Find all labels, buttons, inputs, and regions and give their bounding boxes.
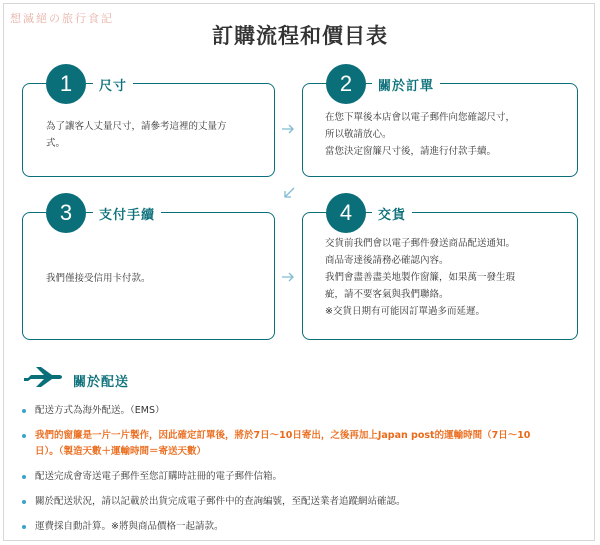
step-body-line: 當您決定窗簾尺寸後，請進行付款手續。 (325, 146, 497, 157)
list-item (22, 403, 582, 419)
step-body-order (325, 109, 515, 160)
step-title-order: 關於訂單 (372, 75, 440, 94)
watermark: 想滅絕の旅行食記 (10, 12, 114, 25)
step-body-line: ※交貨日期有可能因訂單過多而延遲。 (325, 306, 485, 317)
step-title-payment: 支付手續 (93, 204, 161, 223)
bullet-dot (22, 525, 26, 529)
list-item (22, 494, 582, 510)
list-item (22, 469, 582, 485)
step-number-1: 1 (46, 64, 86, 104)
step-body-delivery (325, 235, 515, 320)
note-line: 關於配送狀況，請以記載於出貨完成電子郵件中的查詢編號，至配送業者追蹤網站確認。 (35, 496, 406, 507)
arrow-right-icon (281, 271, 295, 283)
note-line: 配送方式為海外配送。（EMS） (35, 405, 165, 416)
arrow-right-icon (281, 123, 295, 135)
bullet-dot (22, 475, 26, 479)
shipping-section-title: 關於配送 (73, 375, 130, 390)
list-item (22, 519, 582, 535)
page-title: 訂購流程和價目表 (212, 24, 388, 48)
step-number-4: 4 (326, 193, 366, 233)
step-body-line: 在您下單後本店會以電子郵件向您確認尺寸， (325, 112, 516, 123)
note-line: 配送完成會寄送電子郵件至您訂購時註冊的電子郵件信箱。 (35, 471, 283, 482)
step-body-line: 交貨前我們會以電子郵件發送商品配送通知。 (325, 238, 516, 249)
step-body-payment (46, 270, 151, 287)
note-line: 我們的窗簾是一片一片製作，因此確定訂單後，將於7日～10日寄出，之後再加上Japan post的運輸時間（7日～10 (35, 430, 531, 441)
shipping-notes-list (22, 403, 582, 544)
note-line: 運費採自動計算。※將與商品價格一起請款。 (35, 521, 224, 532)
step-body-line: 商品寄達後請務必確認內容。 (325, 255, 449, 266)
step-body-size (46, 118, 227, 152)
step-body-line: 我們僅接受信用卡付款。 (46, 273, 151, 284)
step-body-line: 我們會盡善盡美地製作窗簾，如果萬一發生瑕 (325, 272, 516, 283)
step-number-2: 2 (326, 64, 366, 104)
step-title-size: 尺寸 (93, 75, 133, 94)
arrow-down-left-icon (282, 186, 296, 200)
note-line: 日）。（製造天數＋運輸時間＝寄送天數） (35, 446, 207, 457)
step-title-delivery: 交貨 (372, 204, 412, 223)
step-body-line: 所以敬請放心。 (325, 129, 392, 140)
bullet-dot (22, 434, 26, 438)
airplane-icon (22, 366, 64, 388)
list-item-highlight (22, 428, 582, 460)
step-number-3: 3 (46, 193, 86, 233)
step-body-line: 式。 (46, 138, 66, 149)
step-body-line: 疵，請不要客氣與我們聯絡。 (325, 289, 449, 300)
bullet-dot (22, 500, 26, 504)
step-body-line: 為了讓客人丈量尺寸，請參考這裡的丈量方 (46, 121, 227, 132)
bullet-dot (22, 409, 26, 413)
